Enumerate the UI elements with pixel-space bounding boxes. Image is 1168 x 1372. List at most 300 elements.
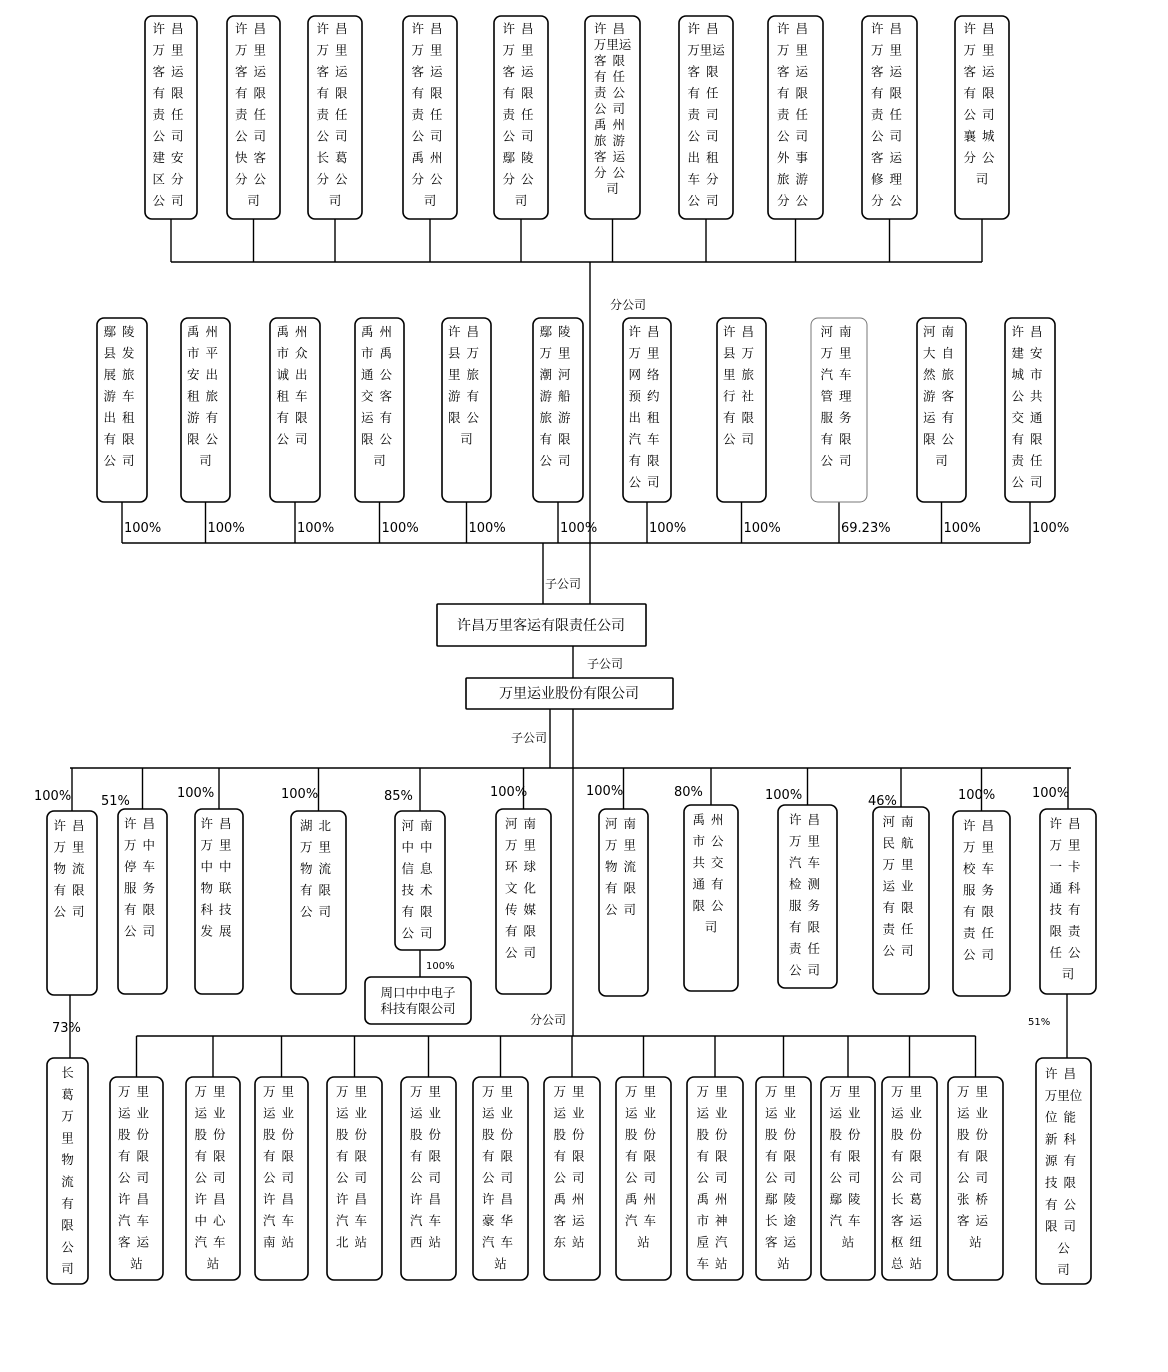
station-branch-12-line: 股份 bbox=[890, 1127, 929, 1142]
station-branch-10-line: 有限 bbox=[764, 1148, 803, 1164]
org-nodes bbox=[34, 16, 1096, 1284]
energy-tech-company-line: 技限 bbox=[1044, 1175, 1083, 1190]
subsidiary-bottom-6-line: 公司 bbox=[504, 945, 543, 960]
subsidiary-bottom-4-line: 有限 bbox=[299, 882, 338, 898]
station-branch-6-line: 运业 bbox=[481, 1105, 520, 1121]
subsidiary-bottom-3-line: 发展 bbox=[200, 923, 238, 939]
branch-office-top-6[interactable] bbox=[585, 16, 640, 219]
station-branch-2-line: 许昌 bbox=[194, 1191, 232, 1207]
station-branch-6[interactable] bbox=[473, 1077, 528, 1280]
subsidiary-bottom-5[interactable] bbox=[395, 811, 445, 950]
subsidiary-bottom-8-line: 通有 bbox=[692, 876, 730, 892]
subsidiary-bottom-11[interactable] bbox=[953, 811, 1010, 996]
branch-office-top-9-line: 客运 bbox=[870, 150, 909, 165]
energy-tech-company-line: 限司 bbox=[1044, 1218, 1083, 1234]
station-branch-1-line: 股份 bbox=[117, 1127, 156, 1142]
subsidiary-bottom-12-line: 通科 bbox=[1049, 880, 1087, 896]
ownership-pct-top: 100% bbox=[207, 521, 245, 536]
branch-office-top-8-line: 分公 bbox=[776, 193, 815, 208]
subsidiary-bottom-8-line: 禹州 bbox=[692, 812, 730, 827]
subsidiary-bottom-4-frame bbox=[291, 811, 346, 994]
station-branch-7-line: 股份 bbox=[553, 1127, 591, 1142]
branch-office-top-2-line: 分公 bbox=[234, 171, 273, 187]
subsidiary-bottom-12-line: 限责 bbox=[1049, 923, 1087, 939]
subsidiary-bottom-6[interactable] bbox=[496, 809, 551, 994]
branch-office-top-1-line: 许昌 bbox=[152, 21, 190, 36]
zhoukou-company[interactable] bbox=[365, 977, 471, 1024]
ownership-pct-bottom: 100% bbox=[34, 789, 72, 804]
branch-office-top-5-line: 有限 bbox=[502, 85, 540, 101]
subsidiary-top-6-line: 游船 bbox=[539, 388, 577, 404]
subsidiary-bottom-5-line: 信息 bbox=[401, 861, 439, 876]
branch-office-top-2-line: 客运 bbox=[234, 64, 273, 79]
ownership-pct-bottom: 100% bbox=[765, 788, 803, 803]
subsidiary-bottom-6-line: 有限 bbox=[504, 923, 543, 939]
station-branch-12-line: 公司 bbox=[890, 1170, 929, 1185]
subsidiary-bottom-3-line: 许昌 bbox=[200, 816, 238, 831]
station-branch-4-line: 有限 bbox=[335, 1148, 374, 1164]
branch-office-top-6-line: 旅游 bbox=[593, 133, 632, 148]
branch-office-top-8[interactable] bbox=[768, 16, 823, 219]
subsidiary-top-8-line: 里旅 bbox=[722, 367, 761, 382]
station-branch-13-line: 有限 bbox=[956, 1148, 995, 1164]
subsidiary-bottom-11-line: 万里 bbox=[962, 839, 1001, 855]
station-branch-5-line: 股份 bbox=[409, 1127, 448, 1142]
subsidiary-bottom-2-line: 许昌 bbox=[123, 816, 162, 831]
subsidiary-bottom-3-line: 物联 bbox=[200, 880, 238, 896]
subsidiary-top-1[interactable] bbox=[97, 318, 147, 502]
station-branch-4-line: 北站 bbox=[335, 1234, 374, 1250]
station-branch-8-line: 站 bbox=[637, 1234, 650, 1250]
branch-office-top-9[interactable] bbox=[862, 16, 917, 219]
station-branch-2-line: 公司 bbox=[194, 1170, 232, 1185]
subsidiary-top-1-line: 公司 bbox=[103, 453, 141, 468]
station-branch-6-line: 股份 bbox=[481, 1127, 520, 1142]
subsidiary-bottom-4-line: 万里 bbox=[299, 839, 338, 855]
station-branch-2-line: 汽车 bbox=[194, 1234, 232, 1250]
subsidiary-bottom-12-line: 司 bbox=[1061, 966, 1075, 982]
subsidiary-top-3-line: 有限 bbox=[276, 410, 314, 425]
subsidiary-bottom-3-line: 科技 bbox=[200, 902, 238, 917]
station-branch-3[interactable] bbox=[255, 1077, 308, 1280]
branch-office-top-5-line: 司 bbox=[514, 193, 528, 208]
changge-logistics-line: 物 bbox=[61, 1152, 74, 1168]
subsidiary-bottom-12-line: 技有 bbox=[1049, 902, 1087, 917]
subsidiary-bottom-11-line: 校车 bbox=[962, 861, 1001, 876]
station-branch-8[interactable] bbox=[616, 1077, 671, 1280]
station-branch-10-line: 鄢陵 bbox=[764, 1191, 803, 1207]
subsidiary-bottom-8-line: 市公 bbox=[692, 833, 730, 849]
subsidiary-top-7-line: 公司 bbox=[628, 474, 666, 490]
station-branch-9-line: 运业 bbox=[696, 1105, 734, 1121]
station-branch-12-line: 长葛 bbox=[890, 1191, 929, 1207]
subsidiary-top-2-line: 限公 bbox=[186, 431, 225, 447]
branch-office-top-1-line: 公司 bbox=[152, 128, 190, 144]
subsidiary-top-9[interactable] bbox=[811, 318, 867, 502]
subsidiary-bottom-1-line: 公司 bbox=[53, 904, 91, 919]
branch-office-top-6-line: 客运 bbox=[593, 149, 632, 164]
subsidiary-bottom-9-line: 责任 bbox=[788, 941, 827, 956]
station-branch-13[interactable] bbox=[948, 1077, 1003, 1280]
branch-office-top-6-line: 公司 bbox=[593, 101, 632, 116]
station-branch-7-line: 东站 bbox=[553, 1234, 591, 1250]
subsidiary-top-1-line: 有限 bbox=[103, 431, 141, 447]
station-branch-12[interactable] bbox=[882, 1077, 937, 1280]
station-branch-13-line: 公司 bbox=[956, 1170, 995, 1185]
subsidiary-bottom-10-line: 河南 bbox=[882, 814, 920, 829]
branch-office-top-5-line: 鄢陵 bbox=[502, 150, 540, 165]
subsidiary-bottom-9[interactable] bbox=[778, 805, 837, 988]
parent-company-name: 万里运业股份有限公司 bbox=[499, 686, 639, 702]
branch-office-top-3-line: 司 bbox=[328, 193, 342, 208]
station-branch-12-line: 客运 bbox=[890, 1213, 929, 1228]
subsidiary-bottom-4-line: 公司 bbox=[299, 904, 338, 919]
station-branch-10-line: 股份 bbox=[764, 1127, 803, 1142]
station-branch-2[interactable] bbox=[186, 1077, 240, 1280]
station-branch-10-line: 客运 bbox=[764, 1234, 803, 1250]
ownership-pct-bottom: 100% bbox=[1032, 786, 1070, 801]
subsidiary-top-4[interactable] bbox=[355, 318, 404, 502]
station-branch-9-line: 车站 bbox=[696, 1256, 734, 1271]
branch-office-top-4-line: 许昌 bbox=[411, 21, 449, 36]
subsidiary-bottom-10-line: 公司 bbox=[882, 943, 920, 958]
station-branch-2-line: 站 bbox=[206, 1256, 220, 1271]
subsidiary-top-2-line: 游有 bbox=[186, 410, 225, 425]
branch-office-top-8-line: 旅游 bbox=[776, 171, 815, 187]
parent-company-box[interactable] bbox=[466, 678, 673, 709]
branch-office-top-2-line: 有限 bbox=[234, 85, 273, 101]
station-branch-9-line: 垕汽 bbox=[696, 1234, 734, 1250]
subsidiary-top-1-line: 游车 bbox=[103, 388, 141, 404]
branch-office-top-10-line: 司 bbox=[975, 171, 989, 187]
subsidiary-top-6-line: 万里 bbox=[539, 345, 577, 361]
station-branch-5-line: 许昌 bbox=[409, 1191, 448, 1207]
branch-office-top-8-line: 公司 bbox=[776, 128, 815, 144]
branch-office-top-1-line: 有限 bbox=[152, 85, 190, 101]
branch-office-top-6-line: 许昌 bbox=[593, 21, 632, 36]
station-branch-3-line: 有限 bbox=[262, 1148, 301, 1164]
ownership-pct-top: 100% bbox=[649, 521, 687, 536]
subsidiary-bottom-11-line: 公司 bbox=[962, 947, 1001, 962]
subsidiary-bottom-8[interactable] bbox=[684, 805, 738, 991]
subsidiary-bottom-1-line: 许昌 bbox=[53, 818, 91, 833]
subsidiary-top-7-line: 预约 bbox=[628, 388, 666, 404]
subsidiary-bottom-12[interactable] bbox=[1040, 809, 1096, 994]
subsidiary-top-11-line: 有限 bbox=[1011, 431, 1049, 447]
ownership-pct-top: 100% bbox=[468, 521, 506, 536]
subsidiary-top-10[interactable] bbox=[917, 318, 966, 502]
changge-logistics-line: 葛 bbox=[61, 1086, 74, 1102]
subsidiary-bottom-3[interactable] bbox=[195, 809, 243, 994]
subsidiary-bottom-10-line: 责任 bbox=[882, 921, 920, 937]
station-branch-3-line: 许昌 bbox=[262, 1191, 301, 1207]
branch-office-top-8-line: 外事 bbox=[776, 150, 815, 165]
branch-office-top-4-line: 责任 bbox=[411, 107, 449, 122]
branch-office-top-7-line: 出租 bbox=[687, 150, 725, 165]
branch-office-top-9-line: 许昌 bbox=[870, 21, 909, 36]
station-branch-1-line: 公司 bbox=[117, 1170, 156, 1185]
subsidiary-top-7[interactable] bbox=[623, 318, 671, 502]
subsidiary-bottom-5-line: 中中 bbox=[401, 839, 439, 855]
subsidiary-top-5-line: 许昌 bbox=[447, 324, 486, 339]
station-branch-3-line: 南站 bbox=[262, 1234, 301, 1250]
branch-office-top-9-line: 修理 bbox=[870, 171, 909, 187]
subsidiary-top-2-line: 安出 bbox=[186, 367, 225, 382]
subsidiary-bottom-7-line: 万里 bbox=[604, 837, 643, 853]
ownership-pct-top: 100% bbox=[297, 521, 335, 536]
subsidiary-bottom-6-line: 文化 bbox=[504, 880, 543, 896]
branch-office-top-1-line: 责任 bbox=[152, 107, 190, 122]
subsidiary-top-11[interactable] bbox=[1005, 318, 1055, 502]
subsidiary-bottom-8-line: 共交 bbox=[692, 855, 730, 870]
subsidiary-top-5[interactable] bbox=[442, 318, 491, 502]
station-branch-3-line: 万里 bbox=[262, 1084, 301, 1099]
station-branch-12-line: 运业 bbox=[890, 1105, 929, 1121]
station-branch-1-line: 有限 bbox=[117, 1148, 156, 1164]
station-branch-1[interactable] bbox=[110, 1077, 163, 1280]
subsidiary-bottom-6-line: 传媒 bbox=[504, 902, 543, 917]
energy-tech-company-line: 有公 bbox=[1044, 1196, 1083, 1212]
ownership-pct-energy: 51% bbox=[1028, 1017, 1051, 1028]
subsidiary-bottom-4[interactable] bbox=[291, 811, 346, 994]
subsidiary-bottom-11-line: 服务 bbox=[962, 882, 1001, 898]
branch-office-top-10-line: 襄城 bbox=[963, 128, 1001, 144]
branch-office-top-6-line: 分公 bbox=[593, 165, 632, 180]
station-branch-2-line: 万里 bbox=[194, 1084, 232, 1099]
subsidiary-top-9-line: 管理 bbox=[820, 388, 858, 404]
subsidiary-bottom-5-line: 技术 bbox=[401, 882, 439, 898]
subsidiary-bottom-1[interactable] bbox=[47, 811, 97, 995]
subsidiary-top-6[interactable] bbox=[533, 318, 583, 502]
subsidiary-top-8-line: 行社 bbox=[722, 388, 761, 404]
station-branch-1-line: 汽车 bbox=[117, 1213, 156, 1228]
branch-office-top-10[interactable] bbox=[955, 16, 1009, 219]
subsidiary-top-6-line: 潮河 bbox=[539, 367, 577, 382]
branch-office-top-1[interactable] bbox=[145, 16, 197, 219]
subsidiary-bottom-10-line: 万里 bbox=[882, 857, 920, 872]
station-branch-6-line: 豪华 bbox=[481, 1213, 520, 1228]
station-branch-3-line: 公司 bbox=[262, 1170, 301, 1185]
branch-office-top-1-line: 客运 bbox=[152, 64, 190, 79]
station-branch-10-line: 站 bbox=[777, 1256, 790, 1271]
subsidiary-bottom-12-line: 任公 bbox=[1049, 945, 1087, 960]
ownership-pct-top: 100% bbox=[1032, 521, 1070, 536]
branch-office-top-2[interactable] bbox=[227, 16, 280, 219]
branch-office-top-9-line: 客运 bbox=[870, 64, 909, 79]
subsidiary-bottom-12-line: 许昌 bbox=[1049, 816, 1087, 831]
subsidiary-top-8[interactable] bbox=[717, 318, 766, 502]
branch-office-top-7-line: 公司 bbox=[687, 128, 725, 144]
station-branch-5-line: 万里 bbox=[409, 1084, 448, 1099]
subsidiary-bottom-5-line: 河南 bbox=[401, 818, 439, 833]
branch-label-bottom: 分公司 bbox=[530, 1013, 567, 1027]
subsidiary-top-9-line: 河南 bbox=[820, 324, 858, 339]
station-branch-11-line: 公司 bbox=[829, 1170, 867, 1185]
ownership-pct-top: 100% bbox=[124, 521, 162, 536]
branch-office-top-3-line: 长葛 bbox=[316, 150, 354, 165]
subsidiary-top-10-line: 大自 bbox=[922, 345, 961, 361]
station-branch-7-line: 万里 bbox=[553, 1084, 591, 1099]
subsidiary-top-11-line: 城市 bbox=[1011, 367, 1049, 382]
branch-office-top-7-line: 责司 bbox=[687, 107, 725, 122]
subsidiary-top-4-line: 交客 bbox=[360, 388, 399, 404]
branch-office-top-3-line: 分公 bbox=[316, 171, 354, 187]
subsidiary-top-8-line: 许昌 bbox=[722, 324, 761, 339]
station-branch-6-line: 公司 bbox=[481, 1170, 520, 1185]
station-branch-2-line: 运业 bbox=[194, 1105, 232, 1121]
station-branch-13-line: 客运 bbox=[956, 1213, 995, 1228]
branch-office-top-2-line: 公司 bbox=[234, 128, 273, 144]
subsidiary-top-2-line: 租旅 bbox=[186, 388, 225, 404]
station-branch-11[interactable] bbox=[821, 1077, 875, 1280]
subsidiary-top-10-line: 限公 bbox=[922, 431, 961, 447]
station-branch-5-line: 西站 bbox=[409, 1234, 448, 1250]
subsidiary-bottom-3-line: 中中 bbox=[200, 859, 238, 874]
subsidiary-top-10-line: 游客 bbox=[922, 388, 961, 404]
subsidiary-top-11-line: 公共 bbox=[1011, 388, 1049, 404]
energy-tech-company-line: 司 bbox=[1057, 1262, 1070, 1278]
station-branch-7[interactable] bbox=[544, 1077, 600, 1280]
branch-office-top-10-line: 许昌 bbox=[963, 21, 1001, 36]
station-branch-6-line: 站 bbox=[494, 1256, 507, 1271]
ownership-pct-bottom: 100% bbox=[177, 786, 215, 801]
subsidiary-bottom-9-line: 万里 bbox=[788, 833, 827, 849]
station-branch-6-line: 有限 bbox=[481, 1148, 520, 1164]
branch-office-top-8-line: 许昌 bbox=[776, 21, 815, 36]
branch-office-top-7[interactable] bbox=[679, 16, 733, 219]
subsidiary-top-3-line: 诚出 bbox=[276, 367, 314, 382]
subsidiary-bottom-4-line: 湖北 bbox=[299, 818, 338, 833]
branch-office-top-10-line: 公司 bbox=[963, 107, 1001, 122]
energy-tech-company-line: 万里位 bbox=[1044, 1087, 1083, 1103]
subsidiary-top-3[interactable] bbox=[270, 318, 320, 502]
changge-logistics[interactable] bbox=[47, 1058, 88, 1284]
station-branch-13-line: 运业 bbox=[956, 1105, 995, 1121]
branch-office-top-2-line: 万里 bbox=[234, 42, 273, 58]
changge-logistics-line: 长 bbox=[61, 1065, 74, 1080]
station-branch-7-line: 禹州 bbox=[553, 1191, 591, 1207]
ownership-pct-bottom: 100% bbox=[490, 785, 528, 800]
subsidiary-bottom-4-line: 物流 bbox=[299, 861, 338, 876]
subsidiary-top-1-line: 展旅 bbox=[103, 367, 141, 382]
ownership-pct-bottom: 100% bbox=[281, 787, 319, 802]
station-branch-2-line: 中心 bbox=[194, 1213, 232, 1228]
subsidiary-bottom-9-frame bbox=[778, 805, 837, 988]
branch-office-top-10-line: 有限 bbox=[963, 85, 1001, 101]
branch-label-top: 分公司 bbox=[610, 298, 647, 312]
changge-logistics-line: 司 bbox=[61, 1261, 74, 1277]
subsidiary-top-4-line: 限公 bbox=[360, 431, 399, 447]
energy-tech-company-line: 新科 bbox=[1044, 1131, 1083, 1147]
subsidiary-top-1-line: 鄢陵 bbox=[103, 324, 141, 339]
station-branch-5-line: 公司 bbox=[409, 1170, 448, 1185]
station-branch-10-line: 长途 bbox=[764, 1213, 803, 1228]
station-branch-5[interactable] bbox=[401, 1077, 456, 1280]
main-company-box[interactable] bbox=[437, 604, 646, 646]
subsidiary-top-11-line: 交通 bbox=[1011, 410, 1049, 425]
station-branch-8-line: 股份 bbox=[624, 1127, 663, 1142]
station-branch-2-line: 股份 bbox=[194, 1127, 232, 1142]
subsidiary-bottom-1-line: 有限 bbox=[53, 882, 91, 898]
subsidiary-top-2[interactable] bbox=[181, 318, 230, 502]
branch-office-top-7-line: 许昌 bbox=[687, 21, 725, 36]
subsidiary-top-8-line: 县万 bbox=[722, 345, 761, 361]
branch-office-top-4-line: 禹州 bbox=[411, 150, 449, 165]
subsidiary-top-4-line: 运有 bbox=[360, 410, 399, 425]
station-branch-4[interactable] bbox=[327, 1077, 382, 1280]
changge-logistics-line: 万 bbox=[61, 1108, 74, 1124]
ownership-pct-top: 100% bbox=[943, 521, 981, 536]
subsidiary-bottom-10-line: 运业 bbox=[882, 878, 920, 894]
branch-office-top-5-line: 万里 bbox=[502, 42, 540, 58]
subsidiary-bottom-1-line: 万里 bbox=[53, 839, 91, 855]
zhoukou-company-name: 周口中中电子 bbox=[380, 985, 456, 1000]
subsidiary-top-4-line: 通公 bbox=[360, 367, 399, 382]
subsidiary-bottom-6-line: 环球 bbox=[504, 859, 543, 874]
branch-office-top-2-line: 责任 bbox=[234, 107, 273, 122]
subsidiary-bottom-10[interactable] bbox=[873, 807, 929, 994]
changge-logistics-line: 有 bbox=[61, 1195, 74, 1211]
subsidiary-bottom-2-line: 万中 bbox=[123, 837, 162, 853]
branch-office-top-8-line: 万里 bbox=[776, 42, 815, 58]
ownership-pct-changge: 73% bbox=[52, 1021, 81, 1036]
subsidiary-bottom-7[interactable] bbox=[599, 809, 648, 996]
station-branch-6-line: 许昌 bbox=[481, 1191, 520, 1207]
subsidiary-top-5-line: 里旅 bbox=[447, 367, 486, 382]
subsidiary-top-2-line: 市平 bbox=[186, 345, 225, 361]
branch-office-top-9-line: 万里 bbox=[870, 42, 909, 58]
branch-office-top-6-line: 万里运 bbox=[593, 37, 632, 52]
station-branch-10-line: 万里 bbox=[764, 1084, 803, 1099]
station-branch-8-line: 公司 bbox=[624, 1170, 663, 1185]
branch-office-top-7-line: 万里运 bbox=[687, 42, 725, 58]
branch-office-top-3[interactable] bbox=[308, 16, 362, 219]
branch-office-top-4-line: 有限 bbox=[411, 85, 449, 101]
subsidiary-top-7-line: 汽车 bbox=[628, 431, 666, 447]
station-branch-12-line: 有限 bbox=[890, 1148, 929, 1164]
branch-office-top-1-line: 区分 bbox=[152, 171, 190, 187]
branch-office-top-5-line: 客运 bbox=[502, 64, 540, 79]
station-branch-8-line: 有限 bbox=[624, 1148, 663, 1164]
station-branch-1-line: 万里 bbox=[117, 1084, 156, 1099]
energy-tech-company[interactable] bbox=[1036, 1058, 1091, 1284]
subsidiary-top-6-line: 有限 bbox=[539, 431, 577, 447]
station-branch-9[interactable] bbox=[687, 1077, 743, 1280]
subsidiary-top-4-line: 市禹 bbox=[360, 345, 399, 361]
subsidiary-bottom-11-line: 责任 bbox=[962, 925, 1001, 941]
subsidiary-bottom-12-line: 万里 bbox=[1049, 837, 1087, 853]
branch-office-top-7-line: 车分 bbox=[687, 171, 725, 187]
branch-office-top-4[interactable] bbox=[403, 16, 457, 219]
changge-logistics-line: 流 bbox=[61, 1174, 74, 1189]
branch-office-top-5[interactable] bbox=[494, 16, 548, 219]
station-branch-3-line: 股份 bbox=[262, 1127, 301, 1142]
branch-office-top-9-line: 分公 bbox=[870, 193, 909, 208]
station-branch-8-line: 运业 bbox=[624, 1105, 663, 1121]
subsidiary-top-6-line: 旅游 bbox=[539, 410, 577, 425]
branch-office-top-6-line: 司 bbox=[606, 181, 619, 196]
station-branch-9-line: 市神 bbox=[696, 1213, 734, 1228]
subsidiary-bottom-2[interactable] bbox=[118, 809, 167, 994]
ownership-pct-bottom: 80% bbox=[674, 785, 703, 800]
station-branch-13-line: 股份 bbox=[956, 1127, 995, 1142]
subsidiary-bottom-7-line: 物流 bbox=[604, 859, 643, 874]
station-branch-10[interactable] bbox=[756, 1077, 811, 1280]
subsidiary-top-5-line: 限公 bbox=[447, 410, 486, 425]
subsidiary-bottom-9-line: 公司 bbox=[788, 962, 827, 978]
subsidiary-top-3-line: 禹州 bbox=[276, 324, 314, 339]
subsidiary-bottom-10-line: 民航 bbox=[882, 835, 920, 851]
